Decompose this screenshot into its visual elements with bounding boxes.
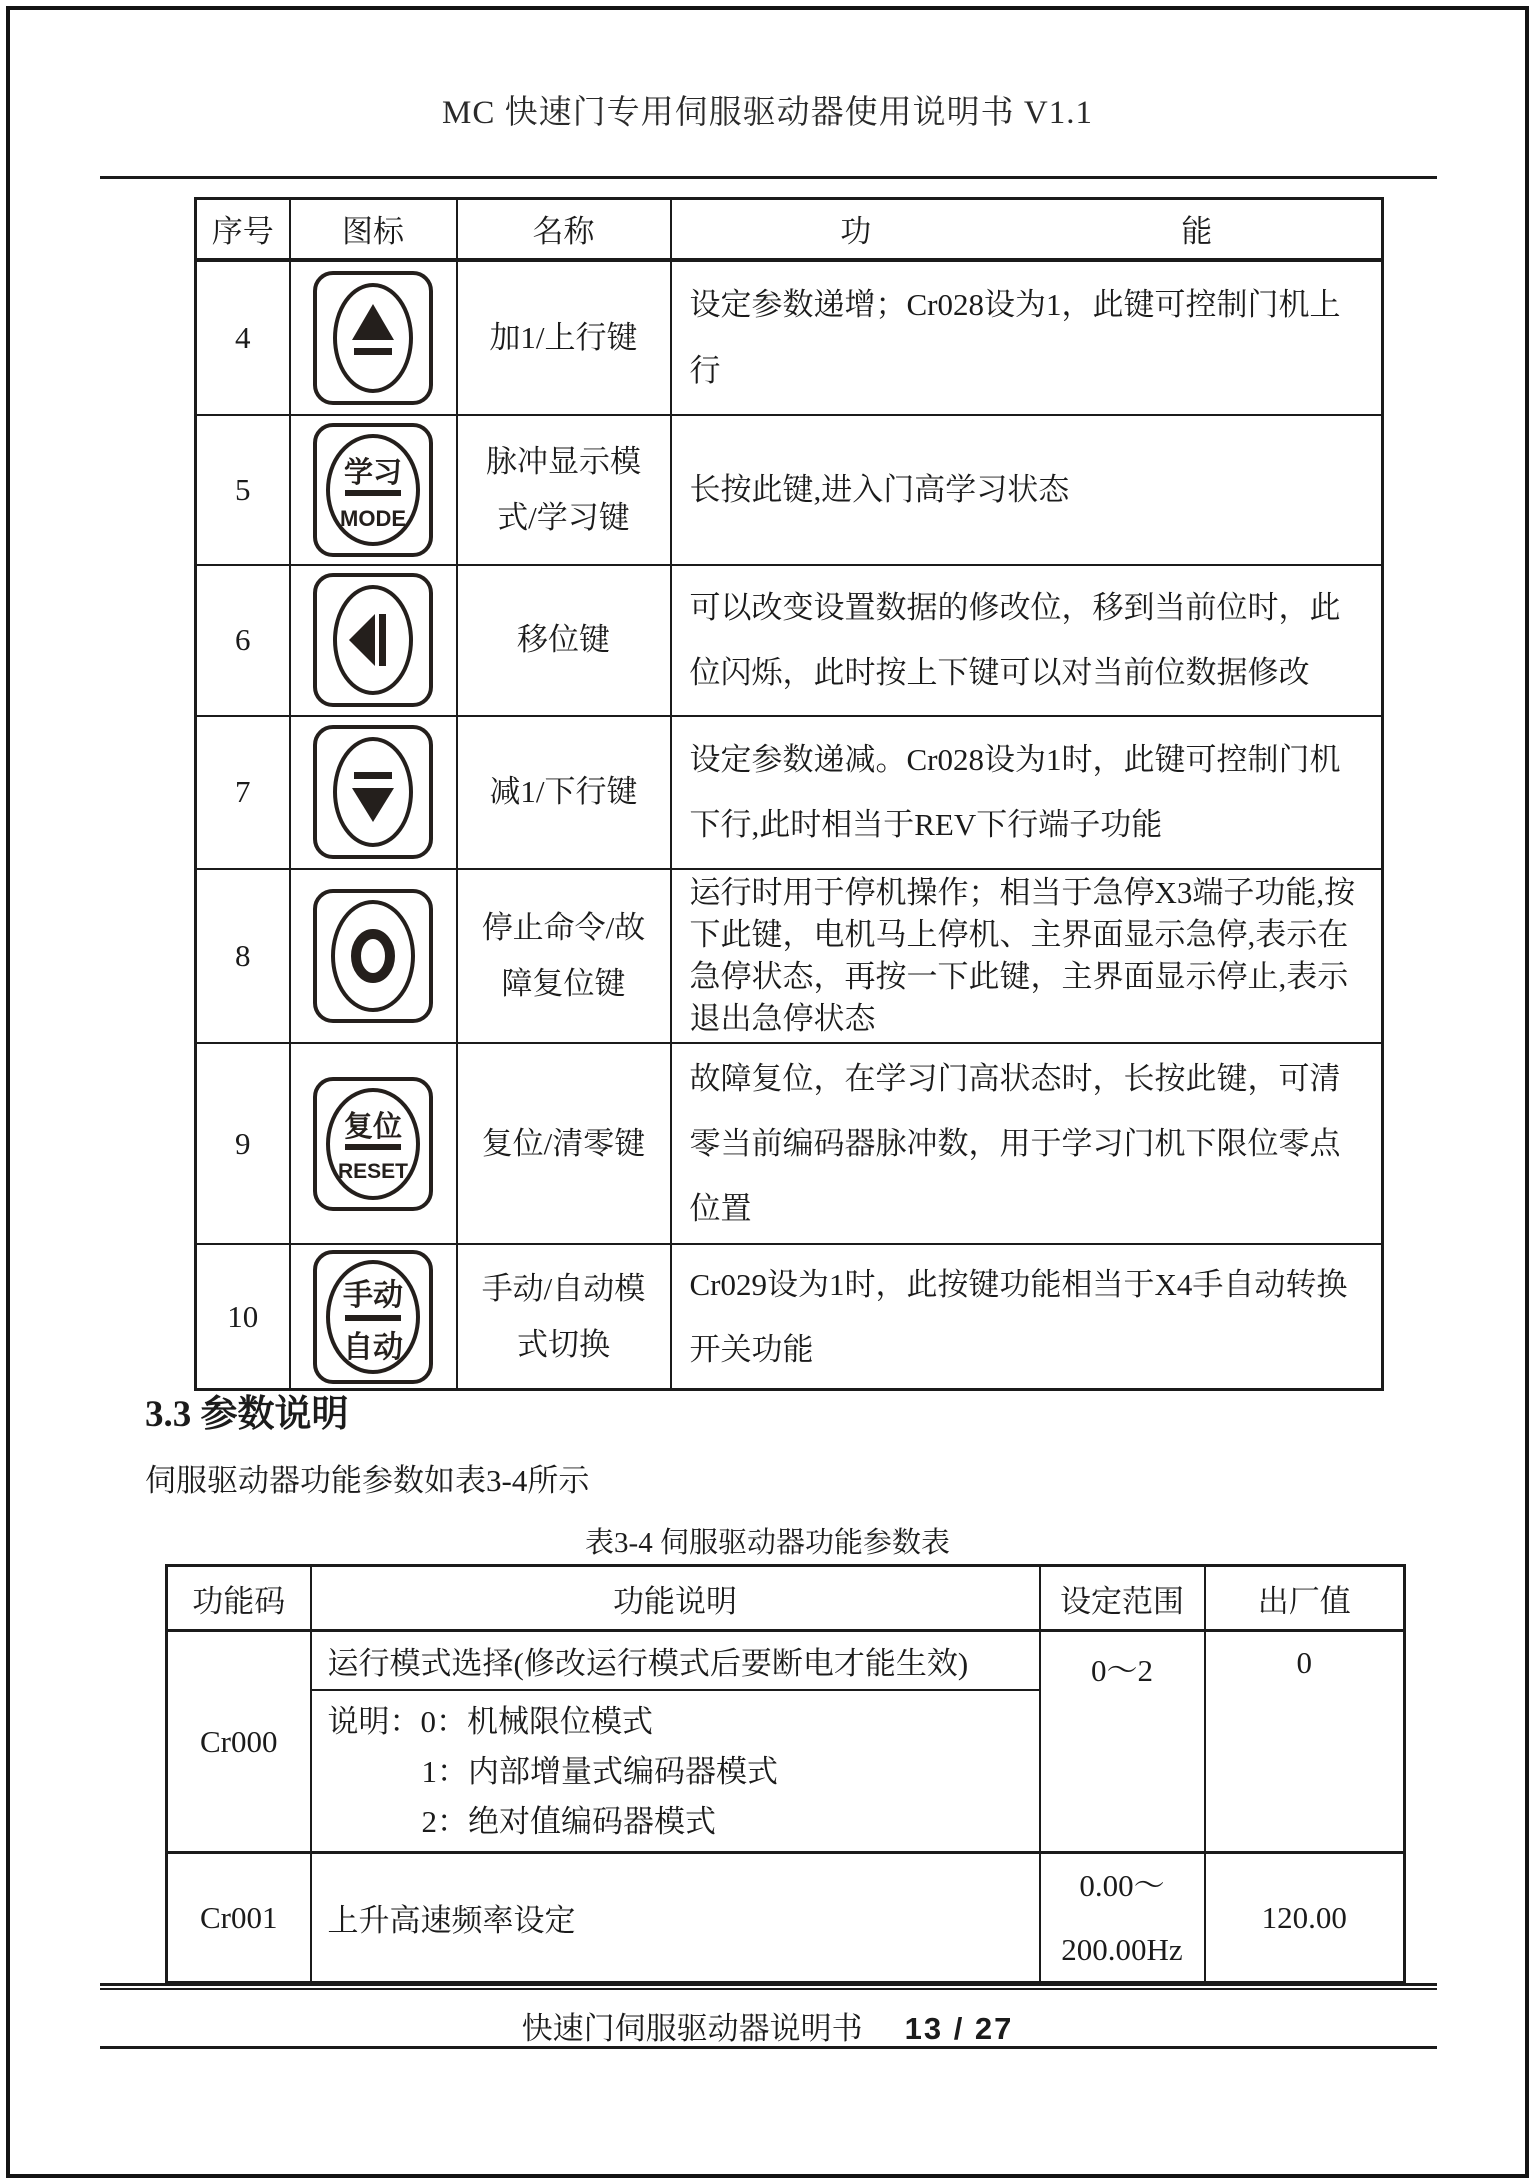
page-number: 13 / 27 — [904, 2011, 1014, 2046]
param-row-cr001 — [167, 1853, 1405, 1983]
section-title: 3.3 参数说明 — [145, 1394, 349, 1435]
doc-title: MC 快速门专用伺服驱动器使用说明书 V1.1 — [442, 95, 1093, 131]
svg-text:MODE: MODE — [340, 505, 406, 531]
col-header-icon: 图标 — [290, 199, 457, 260]
key-function: 设定参数递增；Cr028设为1，此键可控制门机上行 — [671, 260, 1383, 415]
down-key-icon — [311, 724, 435, 860]
table-row-key8 — [196, 869, 1383, 1044]
footer-double-rule — [100, 1983, 1437, 1990]
key-name: 脉冲显示模式/学习键 — [457, 415, 671, 565]
param-code: Cr001 — [167, 1853, 311, 1983]
col-header-index: 序号 — [196, 199, 290, 260]
intro-text: 伺服驱动器功能参数如表3-4所示 — [145, 1463, 590, 1498]
table-row-key6 — [196, 565, 1383, 716]
param-code: Cr000 — [167, 1631, 311, 1853]
key-icon-cell — [290, 260, 457, 415]
shift-key-icon — [311, 572, 435, 708]
param-desc-note — [311, 1690, 1040, 1853]
key-index: 9 — [196, 1043, 290, 1244]
note-line: 说明：0：机械限位模式 — [327, 1703, 653, 1739]
key-function: 运行时用于停机操作；相当于急停X3端子功能,按下此键，电机马上停机、主界面显示急停,表示在急停状态，再按一下此键，主界面显示停止,表示退出急停状态 — [671, 869, 1383, 1044]
key-function-table — [194, 197, 1384, 1391]
note-line: 2：绝对值编码器模式 — [421, 1803, 716, 1839]
param-table-header-row — [167, 1566, 1405, 1631]
key-table-header-row — [196, 199, 1383, 260]
key-index: 5 — [196, 415, 290, 565]
manual-auto-key-icon — [311, 1249, 435, 1385]
footer-rule — [100, 2046, 1437, 2049]
key-function: 设定参数递减。Cr028设为1时，此键可控制门机下行,此时相当于REV下行端子功能 — [671, 716, 1383, 869]
func-header-right: 能 — [1181, 214, 1213, 250]
table-row-key9 — [196, 1043, 1383, 1244]
col-header-function — [671, 199, 1383, 260]
param-row-cr000 — [167, 1631, 1405, 1690]
param-desc: 上升高速频率设定 — [311, 1853, 1040, 1983]
parameter-table — [165, 1564, 1406, 1984]
key-index: 7 — [196, 716, 290, 869]
key-icon-cell — [290, 565, 457, 716]
key-icon-cell — [290, 415, 457, 565]
key-name: 停止命令/故障复位键 — [457, 869, 671, 1044]
svg-text:复位: 复位 — [343, 1110, 403, 1143]
header-rule — [100, 176, 1437, 179]
key-name: 手动/自动模式切换 — [457, 1244, 671, 1389]
svg-text:手动: 手动 — [343, 1278, 403, 1312]
table-row-key5 — [196, 415, 1383, 565]
param-default: 0 — [1205, 1631, 1405, 1853]
key-function: 长按此键,进入门高学习状态 — [671, 415, 1383, 565]
key-name: 加1/上行键 — [457, 260, 671, 415]
footer-title: 快速门伺服驱动器说明书 — [521, 2011, 863, 2046]
func-header-left: 功 — [840, 214, 872, 250]
col-header-desc: 功能说明 — [311, 1566, 1040, 1631]
range-line: 0.00～ — [1079, 1868, 1165, 1904]
key-index: 6 — [196, 565, 290, 716]
key-icon-cell — [290, 716, 457, 869]
key-index: 8 — [196, 869, 290, 1044]
col-header-range: 设定范围 — [1040, 1566, 1205, 1631]
svg-text:RESET: RESET — [337, 1159, 409, 1183]
col-header-code: 功能码 — [167, 1566, 311, 1631]
learn-mode-key-icon — [311, 422, 435, 558]
key-index: 10 — [196, 1244, 290, 1389]
svg-text:自动: 自动 — [343, 1330, 403, 1364]
page-footer — [0, 2003, 1535, 2048]
note-line: 1：内部增量式编码器模式 — [421, 1753, 778, 1789]
param-default: 120.00 — [1205, 1853, 1405, 1983]
key-icon-cell — [290, 1244, 457, 1389]
key-icon-cell — [290, 1043, 457, 1244]
key-function: Cr029设为1时，此按键功能相当于X4手自动转换开关功能 — [671, 1244, 1383, 1389]
col-header-name: 名称 — [457, 199, 671, 260]
svg-text:学习: 学习 — [343, 456, 403, 489]
table-row-key4 — [196, 260, 1383, 415]
key-name: 复位/清零键 — [457, 1043, 671, 1244]
param-desc: 运行模式选择(修改运行模式后要断电才能生效) — [311, 1631, 1040, 1690]
key-name: 移位键 — [457, 565, 671, 716]
reset-key-icon — [311, 1076, 435, 1212]
stop-key-icon — [311, 888, 435, 1024]
key-index: 4 — [196, 260, 290, 415]
param-range — [1040, 1853, 1205, 1983]
col-header-default: 出厂值 — [1205, 1566, 1405, 1631]
table-row-key10 — [196, 1244, 1383, 1389]
table-row-key7 — [196, 716, 1383, 869]
param-table-caption: 表3-4 伺服驱动器功能参数表 — [585, 1527, 950, 1559]
key-name: 减1/下行键 — [457, 716, 671, 869]
param-range: 0～2 — [1040, 1631, 1205, 1853]
key-function: 故障复位，在学习门高状态时，长按此键，可清零当前编码器脉冲数，用于学习门机下限位零点位置 — [671, 1043, 1383, 1244]
key-icon-cell — [290, 869, 457, 1044]
up-key-icon — [311, 270, 435, 406]
range-line: 200.00Hz — [1061, 1931, 1183, 1967]
key-function: 可以改变设置数据的修改位，移到当前位时，此位闪烁，此时按上下键可以对当前位数据修改 — [671, 565, 1383, 716]
